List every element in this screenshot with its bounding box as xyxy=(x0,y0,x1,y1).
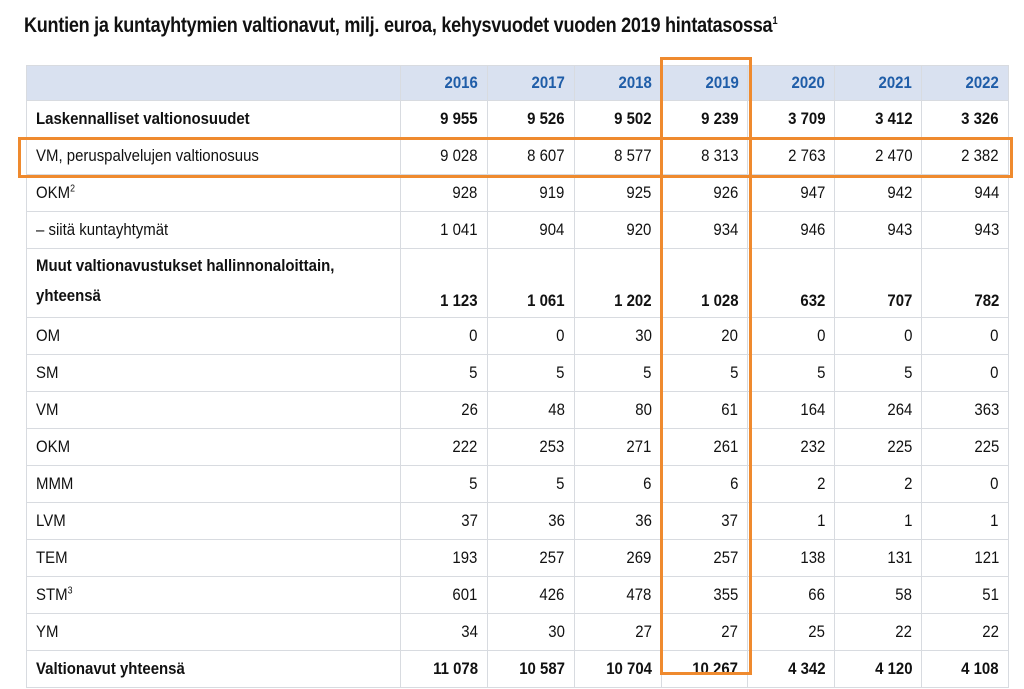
value-cell: 48 xyxy=(487,392,574,429)
value-cell: 0 xyxy=(487,318,574,355)
table-title xyxy=(24,14,777,38)
value-cell: 36 xyxy=(487,503,574,540)
table-row xyxy=(27,651,1009,688)
value-cell: 1 xyxy=(835,503,922,540)
value-cell: 121 xyxy=(922,540,1009,577)
value-cell: 30 xyxy=(487,614,574,651)
value-cell: 3 326 xyxy=(922,101,1009,138)
value-cell: 164 xyxy=(748,392,835,429)
footnote-marker: 2 xyxy=(70,183,75,195)
table-row xyxy=(27,466,1009,503)
value-cell: 2 470 xyxy=(835,138,922,175)
value-cell: 920 xyxy=(574,212,661,249)
value-cell: 34 xyxy=(401,614,488,651)
table-row xyxy=(27,577,1009,614)
value-cell: 926 xyxy=(661,175,748,212)
value-cell: 1 xyxy=(748,503,835,540)
year-header: 2019 xyxy=(661,66,748,101)
table-row xyxy=(27,429,1009,466)
year-header: 2020 xyxy=(748,66,835,101)
value-cell: 601 xyxy=(401,577,488,614)
table-row xyxy=(27,540,1009,577)
value-cell: 27 xyxy=(661,614,748,651)
table-row xyxy=(27,614,1009,651)
value-cell: 0 xyxy=(922,355,1009,392)
value-cell: 707 xyxy=(835,249,922,318)
value-cell: 904 xyxy=(487,212,574,249)
row-label: TEM xyxy=(27,540,401,577)
value-cell: 9 239 xyxy=(661,101,748,138)
value-cell: 22 xyxy=(835,614,922,651)
table-row xyxy=(27,392,1009,429)
value-cell: 782 xyxy=(922,249,1009,318)
value-cell: 8 577 xyxy=(574,138,661,175)
value-cell: 232 xyxy=(748,429,835,466)
value-cell: 222 xyxy=(401,429,488,466)
value-cell: 2 382 xyxy=(922,138,1009,175)
value-cell: 2 763 xyxy=(748,138,835,175)
value-cell: 257 xyxy=(487,540,574,577)
header-row xyxy=(27,66,1009,101)
value-cell: 0 xyxy=(748,318,835,355)
value-cell: 0 xyxy=(922,318,1009,355)
value-cell: 925 xyxy=(574,175,661,212)
value-cell: 946 xyxy=(748,212,835,249)
value-cell: 6 xyxy=(661,466,748,503)
value-cell: 943 xyxy=(922,212,1009,249)
value-cell: 632 xyxy=(748,249,835,318)
year-header: 2018 xyxy=(574,66,661,101)
value-cell: 138 xyxy=(748,540,835,577)
value-cell: 264 xyxy=(835,392,922,429)
value-cell: 9 028 xyxy=(401,138,488,175)
value-cell: 3 709 xyxy=(748,101,835,138)
row-label: OKM xyxy=(27,429,401,466)
value-cell: 0 xyxy=(835,318,922,355)
row-label: LVM xyxy=(27,503,401,540)
year-header: 2021 xyxy=(835,66,922,101)
row-label: Muut valtionavustukset hallinnonaloittain, yhteensä xyxy=(27,249,401,318)
value-cell: 1 xyxy=(922,503,1009,540)
value-cell: 5 xyxy=(661,355,748,392)
value-cell: 5 xyxy=(401,355,488,392)
year-header: 2017 xyxy=(487,66,574,101)
value-cell: 947 xyxy=(748,175,835,212)
value-cell: 4 342 xyxy=(748,651,835,688)
value-cell: 5 xyxy=(487,466,574,503)
value-cell: 363 xyxy=(922,392,1009,429)
value-cell: 1 202 xyxy=(574,249,661,318)
value-cell: 26 xyxy=(401,392,488,429)
value-cell: 225 xyxy=(922,429,1009,466)
year-header: 2022 xyxy=(922,66,1009,101)
table-row xyxy=(27,138,1009,175)
row-label: STM$^3$ xyxy=(27,577,401,614)
row-label: MMM xyxy=(27,466,401,503)
value-cell: 10 587 xyxy=(487,651,574,688)
table-row xyxy=(27,503,1009,540)
value-cell: 0 xyxy=(401,318,488,355)
value-cell: 2 xyxy=(835,466,922,503)
state-grants-table xyxy=(26,65,1009,688)
value-cell: 928 xyxy=(401,175,488,212)
row-label: Laskennalliset valtionosuudet xyxy=(27,101,401,138)
value-cell: 5 xyxy=(401,466,488,503)
table-row xyxy=(27,318,1009,355)
value-cell: 1 123 xyxy=(401,249,488,318)
value-cell: 37 xyxy=(401,503,488,540)
value-cell: 943 xyxy=(835,212,922,249)
value-cell: 1 028 xyxy=(661,249,748,318)
value-cell: 6 xyxy=(574,466,661,503)
row-label: VM, peruspalvelujen valtionosuus xyxy=(27,138,401,175)
value-cell: 11 078 xyxy=(401,651,488,688)
footnote-marker: 3 xyxy=(67,585,73,597)
value-cell: 257 xyxy=(661,540,748,577)
value-cell: 37 xyxy=(661,503,748,540)
value-cell: 66 xyxy=(748,577,835,614)
value-cell: 2 xyxy=(748,466,835,503)
year-header: 2016 xyxy=(401,66,488,101)
value-cell: 253 xyxy=(487,429,574,466)
value-cell: 269 xyxy=(574,540,661,577)
table-row xyxy=(27,249,1009,318)
row-label: OKM$^2$ xyxy=(27,175,401,212)
value-cell: 355 xyxy=(661,577,748,614)
table-row xyxy=(27,212,1009,249)
value-cell: 51 xyxy=(922,577,1009,614)
value-cell: 131 xyxy=(835,540,922,577)
value-cell: 1 041 xyxy=(401,212,488,249)
table-row xyxy=(27,355,1009,392)
value-cell: 8 607 xyxy=(487,138,574,175)
value-cell: 919 xyxy=(487,175,574,212)
value-cell: 1 061 xyxy=(487,249,574,318)
row-label: Valtionavut yhteensä xyxy=(27,651,401,688)
value-cell: 10 267 xyxy=(661,651,748,688)
value-cell: 478 xyxy=(574,577,661,614)
value-cell: 4 120 xyxy=(835,651,922,688)
value-cell: 0 xyxy=(922,466,1009,503)
value-cell: 944 xyxy=(922,175,1009,212)
value-cell: 22 xyxy=(922,614,1009,651)
title-footnote: 1 xyxy=(772,15,778,27)
value-cell: 3 412 xyxy=(835,101,922,138)
row-label: OM xyxy=(27,318,401,355)
value-cell: 4 108 xyxy=(922,651,1009,688)
value-cell: 934 xyxy=(661,212,748,249)
value-cell: 61 xyxy=(661,392,748,429)
row-label: YM xyxy=(27,614,401,651)
value-cell: 261 xyxy=(661,429,748,466)
row-label: SM xyxy=(27,355,401,392)
value-cell: 25 xyxy=(748,614,835,651)
value-cell: 9 526 xyxy=(487,101,574,138)
title-text: Kuntien ja kuntayhtymien valtionavut, milj. euroa, kehysvuodet vuoden 2019 hintatasossa xyxy=(24,14,773,37)
value-cell: 80 xyxy=(574,392,661,429)
value-cell: 30 xyxy=(574,318,661,355)
header-label-cell xyxy=(27,66,401,101)
value-cell: 36 xyxy=(574,503,661,540)
value-cell: 5 xyxy=(835,355,922,392)
value-cell: 27 xyxy=(574,614,661,651)
value-cell: 9 955 xyxy=(401,101,488,138)
table-row xyxy=(27,175,1009,212)
value-cell: 10 704 xyxy=(574,651,661,688)
value-cell: 193 xyxy=(401,540,488,577)
value-cell: 5 xyxy=(574,355,661,392)
row-label: VM xyxy=(27,392,401,429)
value-cell: 9 502 xyxy=(574,101,661,138)
value-cell: 58 xyxy=(835,577,922,614)
value-cell: 942 xyxy=(835,175,922,212)
value-cell: 20 xyxy=(661,318,748,355)
value-cell: 225 xyxy=(835,429,922,466)
table-row xyxy=(27,101,1009,138)
value-cell: 5 xyxy=(487,355,574,392)
value-cell: 426 xyxy=(487,577,574,614)
row-label: – siitä kuntayhtymät xyxy=(27,212,401,249)
value-cell: 271 xyxy=(574,429,661,466)
value-cell: 5 xyxy=(748,355,835,392)
value-cell: 8 313 xyxy=(661,138,748,175)
